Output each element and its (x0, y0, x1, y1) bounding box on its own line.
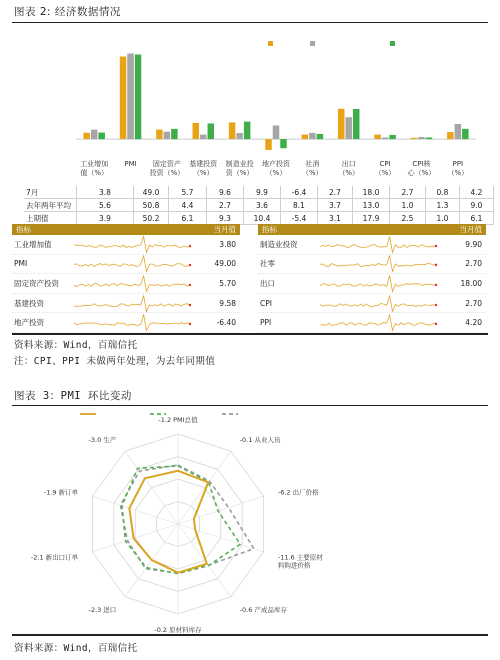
bar-1-10 (455, 124, 462, 139)
bar-1-9 (418, 137, 425, 139)
table-cell: 3.1 (318, 212, 353, 225)
category-label (375, 160, 396, 177)
indicator-row (12, 294, 240, 314)
bar-0-1 (120, 57, 127, 140)
figure3-title: 图表 3：PMI 环比变动 (14, 390, 132, 402)
legend-swatch-2 (390, 41, 395, 46)
category-label (226, 159, 254, 177)
sparkline (74, 313, 192, 332)
sparkline-end-dot (189, 264, 191, 266)
bar-0-9 (411, 138, 418, 139)
row-label: 上期值 (24, 212, 77, 225)
figure2-source: 资料来源：Wind，百瑞信托 (14, 340, 138, 351)
indicator-row (12, 255, 240, 275)
table-cell: 5.7 (169, 186, 207, 199)
indicator-value: 9.90 (465, 239, 482, 249)
bar-0-3 (193, 123, 200, 139)
indicator-value: -6.40 (216, 318, 236, 328)
table-cell: 9.6 (207, 186, 244, 199)
sparkline (320, 294, 438, 313)
figure2-bottom-rule (12, 333, 488, 335)
sparkline-path (320, 315, 436, 331)
radar-spoke (125, 451, 178, 524)
category-label-line: （%） (265, 169, 287, 177)
category-label-line: CPI核 (412, 160, 431, 168)
table-cell: 49.0 (134, 186, 169, 199)
table-cell: 2.7 (207, 199, 244, 212)
radar-series-0 (129, 471, 208, 573)
category-label-line: 固定资产 (152, 160, 181, 168)
category-label (124, 160, 136, 168)
bar-2-7 (353, 109, 360, 139)
indicator-name: 地产投资 (14, 318, 44, 328)
table-cell: 9.3 (207, 212, 244, 225)
table-cell: -5.4 (281, 212, 318, 225)
indicator-name: 固定资产投资 (14, 278, 59, 288)
bar-1-2 (164, 132, 171, 139)
indicator-name: 制造业投资 (260, 239, 298, 249)
bar-2-2 (171, 129, 178, 139)
sparkline-end-dot (435, 284, 437, 286)
indicator-value: 9.58 (219, 298, 236, 308)
indicator-name: PPI (260, 318, 272, 328)
category-label-line: （%） (192, 169, 214, 177)
bar-2-5 (280, 139, 287, 148)
sparkline-path (320, 295, 436, 311)
radar-axis-label-line: -0.6 产成品库存 (239, 605, 287, 614)
table-cell: 0.8 (426, 186, 460, 199)
radar-axis-label: -3.0 生产 (88, 436, 117, 445)
indicator-name: 工业增加值 (14, 239, 52, 249)
category-label-line: 地产投资 (262, 160, 290, 168)
figure2-title: 图表 2: 经济数据情况 (14, 6, 121, 18)
table-cell: 50.2 (134, 212, 169, 225)
bar-2-9 (426, 137, 433, 139)
radar-axis-label (240, 605, 288, 614)
radar-axis-label-line: -6.2 出厂价格 (277, 488, 319, 497)
sparkline-path (74, 275, 190, 291)
bar-1-6 (309, 133, 316, 139)
legend-swatch-0 (268, 41, 273, 46)
table-cell: 1.3 (426, 199, 460, 212)
category-label-line: CPI (379, 160, 391, 168)
indicator-value: 49.00 (214, 259, 236, 269)
category-label (189, 159, 218, 177)
table-cell: 1.0 (390, 199, 426, 212)
indicator-name: 社零 (260, 259, 275, 269)
table-cell: 50.8 (134, 199, 169, 212)
radar-spoke (178, 451, 231, 524)
radar-axis-label (240, 435, 281, 444)
radar-axis-label: -2.3 进口 (88, 605, 117, 614)
sparkline-end-dot (189, 303, 191, 305)
table-cell: 3.7 (318, 199, 353, 212)
category-label (408, 159, 436, 177)
category-label (262, 159, 291, 177)
indicator-value: 2.70 (465, 298, 482, 308)
indicator-name: 出口 (260, 278, 275, 288)
category-label-line: PPI (452, 160, 464, 168)
indicator-row (12, 274, 240, 294)
table-row (24, 186, 494, 199)
indicator-value: 5.70 (219, 278, 236, 288)
sparkline-panel-left (12, 224, 240, 333)
panel-header (258, 224, 486, 235)
category-label-line: 基建投资 (189, 160, 218, 168)
category-label-line: （%） (302, 169, 323, 177)
category-label-line: 资（%） (225, 169, 254, 177)
table-cell: 13.0 (353, 199, 390, 212)
table-cell: 9.0 (460, 199, 494, 212)
table-cell: 3.6 (244, 199, 281, 212)
radar-axis-label (31, 552, 79, 561)
category-label-line: PMI (124, 160, 137, 168)
category-label (150, 159, 185, 177)
category-label-line: 投资（%） (149, 169, 185, 177)
row-label: 7月 (24, 186, 77, 199)
bar-0-8 (374, 135, 381, 140)
sparkline-path (74, 236, 190, 252)
sparkline (74, 274, 192, 293)
panel-header-value: 当月值 (459, 225, 482, 234)
radar-axis-label (154, 625, 202, 633)
sparkline (320, 313, 438, 332)
figure3-top-rule (12, 405, 488, 406)
bar-1-5 (273, 125, 280, 139)
figure3-source: 资料来源：Wind，百瑞信托 (14, 643, 138, 654)
indicator-row (258, 255, 486, 275)
table-row (24, 212, 494, 225)
radar-axis-label (278, 552, 323, 569)
sparkline-path (74, 315, 190, 331)
table-cell: 4.2 (460, 186, 494, 199)
indicator-value: 3.80 (219, 239, 236, 249)
table-cell: 8.1 (281, 199, 318, 212)
bar-1-3 (200, 135, 207, 140)
sparkline (320, 274, 438, 293)
sparkline-end-dot (189, 245, 191, 247)
bar-1-7 (345, 117, 352, 139)
table-cell: -6.4 (281, 186, 318, 199)
figure2-note: 注：CPI、PPI 未做两年处理，为去年同期值 (14, 356, 216, 367)
sparkline (74, 254, 192, 273)
sparkline (320, 254, 438, 273)
sparkline-end-dot (435, 264, 437, 266)
indicator-row (258, 294, 486, 314)
category-label (447, 160, 468, 177)
legend-swatch-1 (310, 41, 315, 46)
indicator-row (258, 274, 486, 294)
bar-2-1 (135, 55, 142, 140)
panel-header-label: 指标 (262, 225, 277, 234)
bar-2-0 (98, 133, 105, 140)
indicator-value: 2.70 (465, 259, 482, 269)
table-cell: 10.4 (244, 212, 281, 225)
category-label-line: 制造业投 (225, 160, 254, 168)
indicator-name: PMI (14, 259, 28, 269)
bar-2-3 (208, 123, 215, 139)
row-label: 去年两年平均 (24, 199, 77, 212)
sparkline-end-dot (435, 323, 437, 325)
indicator-row (12, 313, 240, 333)
radar-axis-label-line: -0.1 从业人员 (239, 436, 281, 445)
radar-axis-label (158, 415, 198, 424)
table-cell: 6.1 (169, 212, 207, 225)
category-label-line: 值（%） (80, 169, 109, 177)
sparkline-panel-right (258, 224, 486, 333)
bar-0-7 (338, 109, 345, 139)
table-cell: 5.6 (77, 199, 134, 212)
radar-axis-label-line: -11.6 主要原材 (277, 553, 323, 562)
indicator-row (12, 235, 240, 255)
sparkline-end-dot (435, 303, 437, 305)
panel-header-value: 当月值 (213, 225, 236, 234)
indicator-name: CPI (260, 298, 272, 308)
category-label-line: 工业增加 (80, 160, 109, 168)
bar-0-6 (302, 135, 309, 140)
sparkline-path (74, 295, 190, 311)
category-label (338, 159, 359, 177)
table-cell: 2.7 (390, 186, 426, 199)
table-cell: 1.0 (426, 212, 460, 225)
table-cell: 9.9 (244, 186, 281, 199)
sparkline-path (320, 236, 436, 252)
bar-2-6 (317, 134, 324, 139)
radar-axis-label (278, 488, 319, 497)
table-cell: 2.5 (390, 212, 426, 225)
indicator-row (258, 235, 486, 255)
bar-2-4 (244, 122, 251, 140)
sparkline (74, 235, 192, 254)
bar-2-8 (389, 135, 396, 139)
bar-0-2 (156, 130, 163, 140)
table-cell: 3.8 (77, 186, 134, 199)
sparkline-path (74, 256, 190, 272)
sparkline-path (320, 275, 436, 291)
category-label-line: 出口 (341, 160, 356, 168)
table-cell: 2.7 (318, 186, 353, 199)
bar-1-1 (127, 54, 134, 140)
indicator-row (258, 313, 486, 333)
table-cell: 17.9 (353, 212, 390, 225)
category-label-line: 心（%） (407, 169, 436, 177)
bar-2-10 (462, 129, 469, 139)
bar-0-0 (83, 133, 90, 139)
sparkline-end-dot (435, 245, 437, 247)
sparkline-end-dot (189, 323, 191, 325)
sparkline-end-dot (189, 284, 191, 286)
radar-axis-label: -1.9 新订单 (43, 488, 79, 497)
table-row (24, 199, 494, 212)
figure3-bottom-rule (12, 634, 488, 636)
category-label-line: 社消 (305, 160, 320, 168)
category-label-line: （%） (374, 169, 396, 177)
bar-1-0 (91, 130, 98, 139)
bar-0-4 (229, 122, 236, 139)
category-label-line: （%） (447, 169, 469, 177)
indicator-name: 基建投资 (14, 298, 44, 308)
bar-1-4 (236, 133, 243, 139)
bar-1-8 (382, 137, 389, 139)
category-label-line: （%） (338, 169, 360, 177)
panel-header (12, 224, 240, 235)
indicator-value: 18.00 (460, 278, 482, 288)
radar-axis-label-line: -0.2 原材料库存 (154, 626, 202, 633)
category-label (302, 159, 323, 177)
figure2-top-rule (12, 22, 488, 23)
table-cell: 4.4 (169, 199, 207, 212)
table-cell: 3.9 (77, 212, 134, 225)
sparkline-path (320, 256, 436, 272)
radar-axis-label-line: 料购进价格 (277, 561, 311, 570)
category-label (80, 159, 108, 177)
radar-chart (0, 408, 500, 633)
table-cell: 6.1 (460, 212, 494, 225)
bar-0-10 (447, 132, 454, 139)
indicator-value: 4.20 (465, 318, 482, 328)
sparkline (74, 294, 192, 313)
sparkline (320, 235, 438, 254)
radar-axis-label-line: -2.1 新出口订单 (30, 553, 79, 562)
data-table (24, 186, 494, 225)
bar-chart (0, 26, 500, 191)
bar-0-5 (265, 139, 272, 150)
table-cell: 18.0 (353, 186, 390, 199)
radar-axis-label-line: -1.2 PMI总值 (158, 416, 198, 424)
panel-header-label: 指标 (16, 225, 31, 234)
